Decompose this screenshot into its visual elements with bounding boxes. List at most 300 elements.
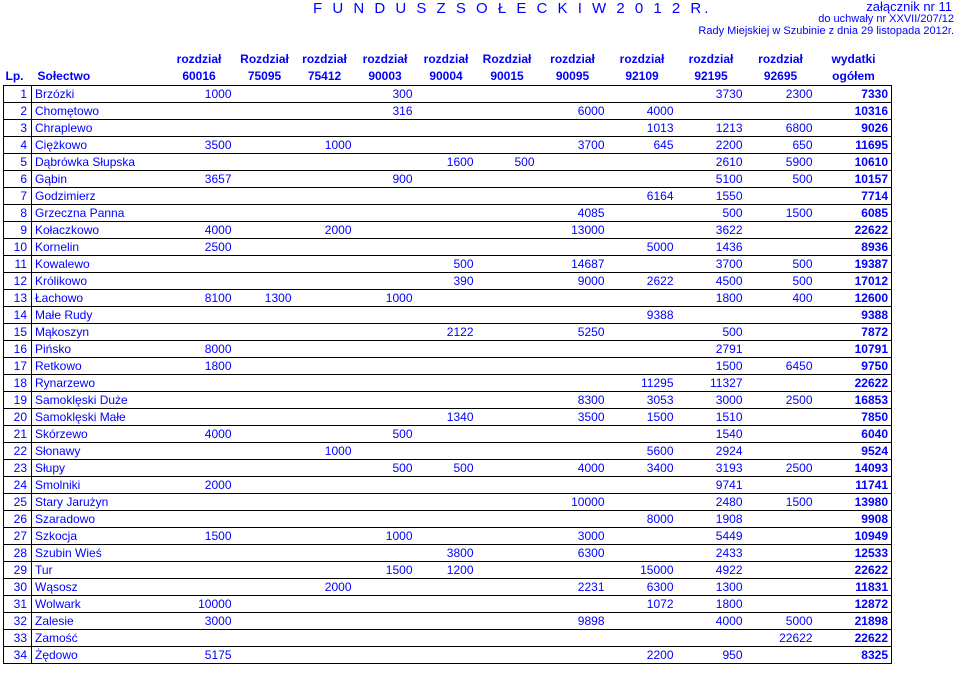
column-header-line1: rozdział [758, 52, 803, 66]
amount-cell [746, 375, 816, 392]
table-row [4, 511, 892, 528]
amount-cell [746, 511, 816, 528]
amount-cell [608, 528, 677, 545]
amount-cell [235, 358, 295, 375]
amount-cell [608, 358, 677, 375]
amount-cell [416, 86, 477, 103]
village-name: Samoklęski Duże [32, 392, 164, 409]
amount-cell [538, 341, 608, 358]
amount-cell [416, 477, 477, 494]
amount-cell [746, 324, 816, 341]
row-number: 7 [4, 188, 32, 205]
amount-cell [235, 409, 295, 426]
total-cell: 7872 [816, 324, 892, 341]
village-name: Szkocja [32, 528, 164, 545]
amount-cell: 950 [677, 647, 746, 664]
total-cell: 22622 [816, 222, 892, 239]
village-name: Wolwark [32, 596, 164, 613]
column-header-line1: Rozdział [482, 52, 532, 66]
amount-cell: 400 [746, 290, 816, 307]
amount-cell [608, 426, 677, 443]
amount-cell [235, 256, 295, 273]
total-cell: 12872 [816, 596, 892, 613]
table-row [4, 494, 892, 511]
amount-cell: 1500 [355, 562, 416, 579]
village-name: Dąbrówka Słupska [32, 154, 164, 171]
amount-cell: 1800 [164, 358, 235, 375]
amount-cell [477, 120, 538, 137]
row-number: 23 [4, 460, 32, 477]
column-header-line1 [38, 51, 163, 68]
amount-cell [235, 171, 295, 188]
total-cell: 10949 [816, 528, 892, 545]
amount-cell [538, 511, 608, 528]
row-number: 1 [4, 86, 32, 103]
total-cell: 9750 [816, 358, 892, 375]
amount-cell: 3730 [677, 86, 746, 103]
page-title: F U N D U S Z S O Ł E C K I W 2 0 1 2 R. [313, 0, 712, 17]
amount-cell [295, 188, 355, 205]
village-name: Kornelin [32, 239, 164, 256]
amount-cell [235, 511, 295, 528]
table-row [4, 358, 892, 375]
amount-cell: 3400 [608, 460, 677, 477]
row-number: 29 [4, 562, 32, 579]
table-row [4, 613, 892, 630]
amount-cell [746, 443, 816, 460]
amount-cell: 6450 [746, 358, 816, 375]
amount-cell [164, 375, 235, 392]
row-number: 22 [4, 443, 32, 460]
column-header [608, 51, 677, 86]
total-cell: 6040 [816, 426, 892, 443]
amount-cell [477, 562, 538, 579]
amount-cell [416, 290, 477, 307]
amount-cell [355, 205, 416, 222]
table-row [4, 562, 892, 579]
column-header [355, 51, 416, 86]
column-header [677, 51, 746, 86]
amount-cell [538, 239, 608, 256]
amount-cell [355, 273, 416, 290]
row-number: 25 [4, 494, 32, 511]
amount-cell [235, 324, 295, 341]
total-cell: 22622 [816, 630, 892, 647]
amount-cell: 500 [355, 460, 416, 477]
amount-cell [164, 443, 235, 460]
total-cell: 22622 [816, 562, 892, 579]
amount-cell [355, 409, 416, 426]
column-header-line1: rozdział [423, 52, 469, 66]
column-header-line2: 60016 [182, 69, 216, 83]
amount-cell [416, 188, 477, 205]
amount-cell: 1000 [164, 86, 235, 103]
column-header [477, 51, 538, 86]
row-number: 4 [4, 137, 32, 154]
row-number: 14 [4, 307, 32, 324]
amount-cell [295, 341, 355, 358]
amount-cell [477, 528, 538, 545]
amount-cell [235, 647, 295, 664]
amount-cell [538, 171, 608, 188]
table-row [4, 307, 892, 324]
amount-cell: 5000 [746, 613, 816, 630]
amount-cell [608, 324, 677, 341]
amount-cell [235, 443, 295, 460]
amount-cell: 5900 [746, 154, 816, 171]
amount-cell: 5175 [164, 647, 235, 664]
table-row [4, 443, 892, 460]
row-number: 12 [4, 273, 32, 290]
column-header-line1 [6, 51, 31, 68]
amount-cell: 2122 [416, 324, 477, 341]
amount-cell [235, 562, 295, 579]
amount-cell [608, 171, 677, 188]
amount-cell [746, 596, 816, 613]
amount-cell: 1436 [677, 239, 746, 256]
amount-cell: 1500 [746, 494, 816, 511]
amount-cell [477, 392, 538, 409]
amount-cell [355, 222, 416, 239]
amount-cell: 1800 [677, 290, 746, 307]
amount-cell [235, 103, 295, 120]
amount-cell: 650 [746, 137, 816, 154]
total-cell: 11741 [816, 477, 892, 494]
amount-cell: 500 [677, 205, 746, 222]
column-header-line1: rozdział [302, 52, 347, 66]
village-name: Stary Jarużyn [32, 494, 164, 511]
row-number: 9 [4, 222, 32, 239]
amount-cell [746, 222, 816, 239]
table-row [4, 290, 892, 307]
village-name: Małe Rudy [32, 307, 164, 324]
amount-cell: 10000 [538, 494, 608, 511]
amount-cell: 9898 [538, 613, 608, 630]
amount-cell [355, 545, 416, 562]
table-row [4, 222, 892, 239]
total-cell: 13980 [816, 494, 892, 511]
column-header-line2: 90003 [368, 69, 402, 83]
village-name: Samoklęski Małe [32, 409, 164, 426]
village-name: Szubin Wieś [32, 545, 164, 562]
amount-cell [295, 307, 355, 324]
amount-cell: 5000 [608, 239, 677, 256]
amount-cell [164, 409, 235, 426]
village-name: Smolniki [32, 477, 164, 494]
amount-cell [538, 86, 608, 103]
amount-cell [355, 239, 416, 256]
amount-cell: 500 [677, 324, 746, 341]
amount-cell [355, 613, 416, 630]
amount-cell: 6000 [538, 103, 608, 120]
amount-cell: 14687 [538, 256, 608, 273]
table-row [4, 324, 892, 341]
amount-cell: 500 [355, 426, 416, 443]
table-row [4, 256, 892, 273]
amount-cell [477, 290, 538, 307]
amount-cell: 1000 [295, 443, 355, 460]
amount-cell: 1550 [677, 188, 746, 205]
total-cell: 7850 [816, 409, 892, 426]
attachment-number: załącznik nr 11 [866, 0, 952, 14]
table-row [4, 409, 892, 426]
amount-cell: 4000 [677, 613, 746, 630]
amount-cell [164, 120, 235, 137]
amount-cell [355, 511, 416, 528]
total-cell: 11831 [816, 579, 892, 596]
amount-cell [355, 358, 416, 375]
amount-cell [746, 188, 816, 205]
amount-cell [295, 630, 355, 647]
column-header [235, 51, 295, 86]
village-name: Kowalewo [32, 256, 164, 273]
amount-cell [235, 273, 295, 290]
amount-cell [235, 392, 295, 409]
amount-cell [416, 137, 477, 154]
amount-cell [416, 647, 477, 664]
amount-cell [235, 596, 295, 613]
column-header-line1: rozdział [550, 52, 595, 66]
amount-cell [295, 528, 355, 545]
total-cell: 10157 [816, 171, 892, 188]
amount-cell [164, 460, 235, 477]
amount-cell: 3500 [538, 409, 608, 426]
amount-cell [416, 494, 477, 511]
amount-cell [295, 494, 355, 511]
amount-cell [355, 154, 416, 171]
column-header-line1: wydatki [831, 52, 876, 66]
amount-cell [295, 103, 355, 120]
amount-cell [355, 647, 416, 664]
column-header-line1: rozdział [362, 52, 408, 66]
column-header-line1: rozdział [176, 52, 222, 66]
amount-cell: 1000 [355, 290, 416, 307]
amount-cell: 4000 [608, 103, 677, 120]
amount-cell [477, 443, 538, 460]
amount-cell [355, 596, 416, 613]
amount-cell [164, 392, 235, 409]
amount-cell: 11295 [608, 375, 677, 392]
amount-cell: 1013 [608, 120, 677, 137]
amount-cell [295, 154, 355, 171]
amount-cell [746, 647, 816, 664]
village-name: Rynarzewo [32, 375, 164, 392]
amount-cell [235, 341, 295, 358]
amount-cell: 2500 [746, 460, 816, 477]
amount-cell [477, 630, 538, 647]
village-name: Brzózki [32, 86, 164, 103]
amount-cell: 9000 [538, 273, 608, 290]
village-name: Gąbin [32, 171, 164, 188]
amount-cell [235, 239, 295, 256]
amount-cell [164, 205, 235, 222]
table-row [4, 545, 892, 562]
amount-cell [355, 443, 416, 460]
amount-cell [295, 205, 355, 222]
column-header [416, 51, 477, 86]
total-cell: 22622 [816, 375, 892, 392]
column-header-line2: 92195 [694, 69, 728, 83]
column-header [538, 51, 608, 86]
row-number: 28 [4, 545, 32, 562]
amount-cell [235, 120, 295, 137]
total-cell: 11695 [816, 137, 892, 154]
amount-cell [416, 239, 477, 256]
amount-cell: 1800 [677, 596, 746, 613]
amount-cell [295, 562, 355, 579]
attachment-note [698, 0, 954, 37]
row-number: 5 [4, 154, 32, 171]
amount-cell: 5449 [677, 528, 746, 545]
amount-cell: 2300 [746, 86, 816, 103]
amount-cell [477, 579, 538, 596]
amount-cell [416, 120, 477, 137]
amount-cell [608, 613, 677, 630]
amount-cell [477, 324, 538, 341]
amount-cell [416, 375, 477, 392]
amount-cell [355, 494, 416, 511]
village-name: Chomętowo [32, 103, 164, 120]
amount-cell: 500 [746, 273, 816, 290]
amount-cell: 1000 [355, 528, 416, 545]
row-number: 34 [4, 647, 32, 664]
amount-cell [746, 562, 816, 579]
table-row [4, 392, 892, 409]
amount-cell: 316 [355, 103, 416, 120]
amount-cell: 3800 [416, 545, 477, 562]
amount-cell: 2622 [608, 273, 677, 290]
row-number: 21 [4, 426, 32, 443]
total-cell: 12533 [816, 545, 892, 562]
amount-cell: 1000 [295, 137, 355, 154]
amount-cell [235, 630, 295, 647]
amount-cell [355, 375, 416, 392]
table-row [4, 630, 892, 647]
amount-cell: 6800 [746, 120, 816, 137]
amount-cell: 500 [746, 256, 816, 273]
amount-cell [477, 256, 538, 273]
amount-cell [295, 324, 355, 341]
amount-cell [164, 494, 235, 511]
amount-cell [416, 341, 477, 358]
amount-cell: 4000 [164, 222, 235, 239]
table-row [4, 205, 892, 222]
amount-cell [538, 647, 608, 664]
amount-cell [235, 545, 295, 562]
amount-cell [355, 630, 416, 647]
amount-cell [477, 477, 538, 494]
amount-cell: 6300 [608, 579, 677, 596]
amount-cell: 1908 [677, 511, 746, 528]
village-name: Wąsosz [32, 579, 164, 596]
table-row [4, 647, 892, 664]
amount-cell [235, 205, 295, 222]
amount-cell [164, 103, 235, 120]
amount-cell [416, 443, 477, 460]
column-header-line2: Sołectwo [37, 69, 91, 83]
amount-cell [164, 562, 235, 579]
amount-cell: 8000 [164, 341, 235, 358]
table-row [4, 137, 892, 154]
amount-cell: 10000 [164, 596, 235, 613]
amount-cell [746, 307, 816, 324]
amount-cell [477, 613, 538, 630]
amount-cell [235, 477, 295, 494]
total-cell: 8325 [816, 647, 892, 664]
amount-cell [477, 358, 538, 375]
amount-cell: 8300 [538, 392, 608, 409]
amount-cell: 2200 [677, 137, 746, 154]
amount-cell [355, 324, 416, 341]
amount-cell: 2500 [746, 392, 816, 409]
amount-cell [538, 630, 608, 647]
amount-cell [477, 103, 538, 120]
amount-cell: 2500 [164, 239, 235, 256]
amount-cell [608, 494, 677, 511]
village-name: Zamość [32, 630, 164, 647]
amount-cell: 1500 [746, 205, 816, 222]
amount-cell [677, 630, 746, 647]
amount-cell: 4000 [538, 460, 608, 477]
amount-cell [235, 86, 295, 103]
amount-cell [235, 494, 295, 511]
amount-cell [477, 222, 538, 239]
amount-cell [677, 103, 746, 120]
amount-cell: 13000 [538, 222, 608, 239]
amount-cell [477, 137, 538, 154]
village-name: Zalesie [32, 613, 164, 630]
amount-cell: 3622 [677, 222, 746, 239]
amount-cell [355, 137, 416, 154]
table-row [4, 171, 892, 188]
column-header-line1: Rozdział [240, 52, 289, 66]
amount-cell [538, 596, 608, 613]
column-header [32, 51, 164, 86]
council-date: Rady Miejskiej w Szubinie z dnia 29 listopada 2012r. [698, 25, 954, 37]
amount-cell: 9741 [677, 477, 746, 494]
table-header [4, 51, 892, 86]
amount-cell: 900 [355, 171, 416, 188]
amount-cell [477, 460, 538, 477]
village-name: Mąkoszyn [32, 324, 164, 341]
amount-cell [477, 86, 538, 103]
amount-cell [295, 171, 355, 188]
total-cell: 9026 [816, 120, 892, 137]
village-name: Żędowo [32, 647, 164, 664]
amount-cell: 1213 [677, 120, 746, 137]
column-header-line2: 90004 [429, 69, 463, 83]
column-header [164, 51, 235, 86]
amount-cell [477, 545, 538, 562]
amount-cell: 2433 [677, 545, 746, 562]
amount-cell [416, 307, 477, 324]
amount-cell [416, 392, 477, 409]
total-cell: 16853 [816, 392, 892, 409]
amount-cell [477, 494, 538, 511]
amount-cell [355, 392, 416, 409]
village-name: Słonawy [32, 443, 164, 460]
table-row [4, 154, 892, 171]
total-cell: 6085 [816, 205, 892, 222]
row-number: 17 [4, 358, 32, 375]
amount-cell: 500 [746, 171, 816, 188]
column-header [816, 51, 892, 86]
total-cell: 9908 [816, 511, 892, 528]
amount-cell [538, 443, 608, 460]
amount-cell [416, 511, 477, 528]
amount-cell [164, 579, 235, 596]
column-header-line2: 92109 [625, 69, 659, 83]
